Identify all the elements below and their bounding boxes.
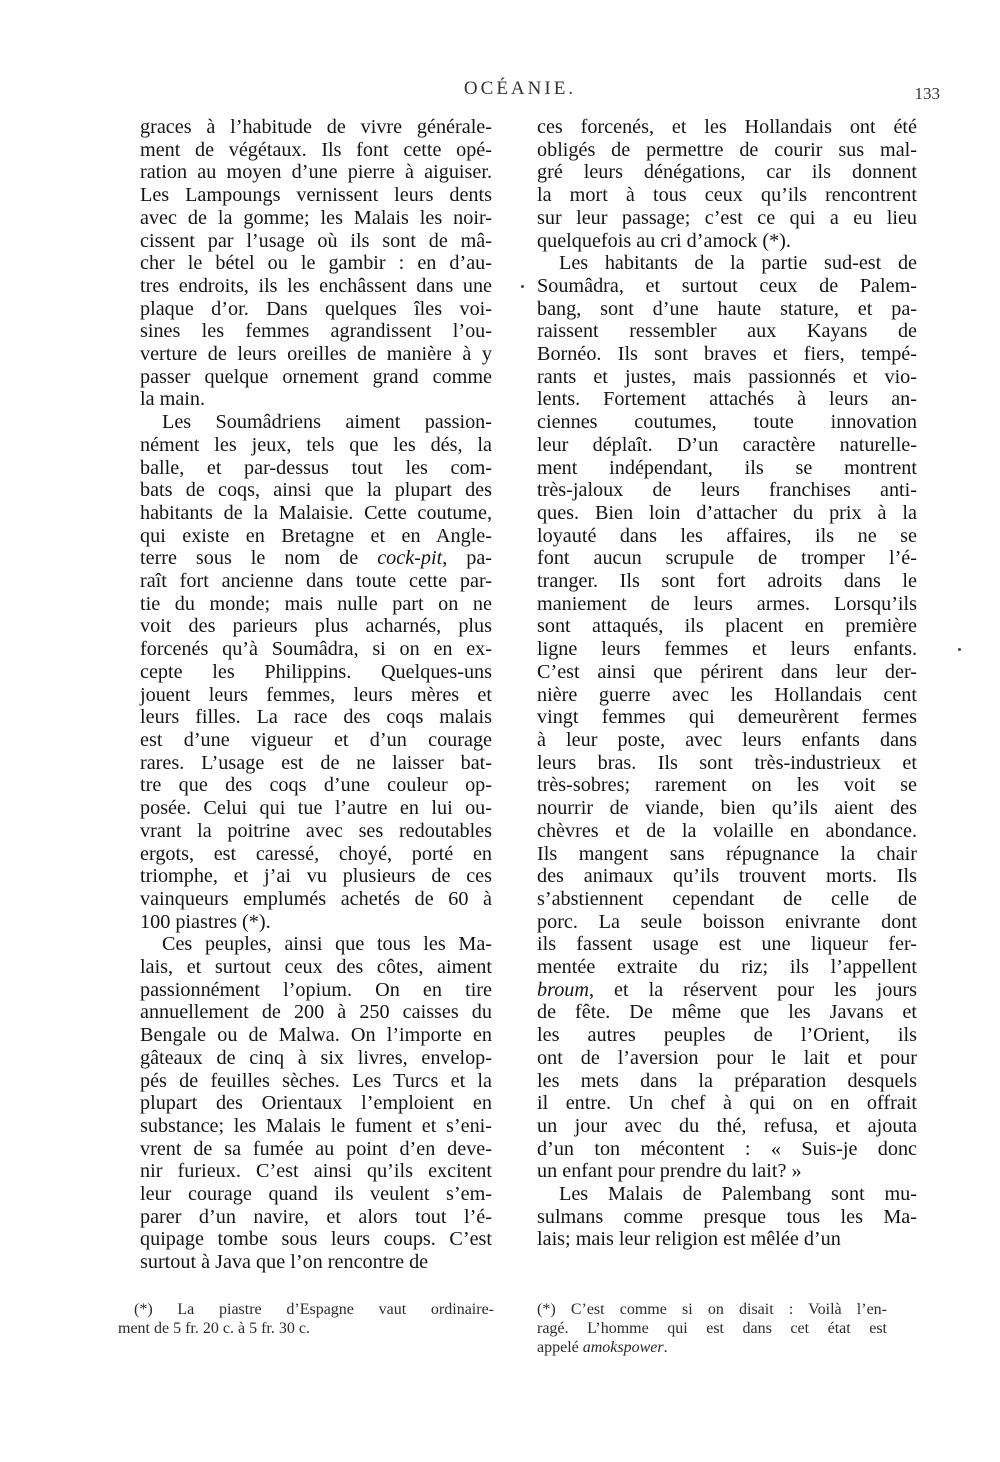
- text-run: surtout à Java que l’on rencontre de: [140, 1251, 429, 1274]
- text-line: [537, 752, 917, 775]
- text-line: [140, 298, 492, 321]
- text-run: leur déplaît. D’un caractère naturelle-: [537, 433, 917, 456]
- text-run: plupart des Orientaux l’emploient en: [140, 1092, 492, 1115]
- text-line: [140, 570, 492, 593]
- text-run: bang, sont d’une haute stature, et pa-: [537, 297, 917, 320]
- text-line: [537, 865, 917, 888]
- text-run: leurs filles. La race des coqs malais: [140, 706, 492, 729]
- text-line: [140, 457, 492, 480]
- text-line: [140, 1160, 492, 1183]
- text-line: [140, 1228, 492, 1251]
- text-run: Les Lampoungs vernissent leurs dents: [140, 184, 492, 207]
- text-line: [537, 457, 917, 480]
- print-speck: [521, 285, 524, 288]
- text-run: voit des parieurs plus acharnés, plus: [140, 615, 492, 638]
- text-line: [140, 661, 492, 684]
- text-line: [537, 1183, 917, 1206]
- text-run: leurs bras. Ils sont très-industrieux et: [537, 751, 917, 774]
- text-line: [140, 1183, 492, 1206]
- text-line: [140, 729, 492, 752]
- text-line: [537, 184, 917, 207]
- text-run: les autres peuples de l’Orient, ils: [537, 1024, 917, 1047]
- text-line: [140, 706, 492, 729]
- text-run: ment de végétaux. Ils font cette opé-: [140, 138, 492, 161]
- text-column-right: [537, 116, 917, 1251]
- text-run: Ils mangent sans répugnance la chair: [537, 842, 917, 865]
- text-run: ont de l’aversion pour le lait et pour: [537, 1046, 917, 1069]
- text-run: 100 piastres (*).: [140, 910, 271, 933]
- text-run: raît fort ancienne dans toute cette par-: [140, 570, 492, 593]
- text-line: [537, 820, 917, 843]
- text-line: [537, 774, 917, 797]
- text-run: la main.: [140, 388, 206, 411]
- text-line: [140, 1092, 492, 1115]
- text-run: la mort à tous ceux qu’ils rencontrent: [537, 184, 917, 207]
- text-line: [140, 956, 492, 979]
- text-line: [140, 1024, 492, 1047]
- text-run: les mets dans la préparation desquels: [537, 1069, 917, 1092]
- text-run: tre que des coqs d’une couleur op-: [140, 774, 492, 797]
- page-number: 133: [914, 84, 940, 103]
- text-line: [140, 888, 492, 911]
- text-line: [537, 343, 917, 366]
- text-line: [140, 116, 492, 139]
- text-line: [537, 116, 917, 139]
- text-line: [537, 411, 917, 434]
- text-line: [537, 933, 917, 956]
- text-run: à leur poste, avec leurs enfants dans: [537, 728, 917, 751]
- text-run: vrant la poitrine avec ses redoutables: [140, 819, 492, 842]
- text-run: gâteaux de cinq à six livres, envelop-: [140, 1046, 492, 1069]
- text-run: maniement de leurs armes. Lorsqu’ils: [537, 592, 917, 615]
- text-line: [140, 933, 492, 956]
- text-line: [537, 593, 917, 616]
- text-line: [537, 434, 917, 457]
- text-run: ces forcenés, et les Hollandais ont été: [537, 116, 917, 138]
- text-run: passionnément l’opium. On en tire: [140, 978, 492, 1001]
- text-line: [537, 1092, 917, 1115]
- text-line: [537, 888, 917, 911]
- text-line: [537, 1138, 917, 1161]
- text-run: vainqueurs emplumés achetés de 60 à: [140, 887, 492, 910]
- text-run: nément les jeux, tels que les dés, la: [140, 433, 492, 456]
- text-line: [140, 388, 492, 411]
- text-run: appelé: [537, 1339, 583, 1356]
- text-run: balle, et par-dessus tout les com-: [140, 456, 492, 479]
- text-run: forcenés qu’à Soumâdra, si on en ex-: [140, 638, 492, 661]
- text-run: ligne leurs femmes et leurs enfants.: [537, 638, 917, 661]
- text-run: d’un ton mécontent : « Suis-je donc: [537, 1137, 917, 1160]
- text-line: [537, 1115, 917, 1138]
- text-run: graces à l’habitude de vivre générale-: [140, 116, 492, 138]
- text-line: [537, 230, 917, 253]
- text-line: [140, 1206, 492, 1229]
- text-run: .: [663, 1339, 668, 1356]
- text-line: [537, 684, 917, 707]
- text-run: avec de la gomme; les Malais les noir-: [140, 206, 492, 229]
- text-line: [140, 1115, 492, 1138]
- text-line: [537, 956, 917, 979]
- text-line: [537, 1319, 887, 1338]
- text-run: lents. Fortement attachés à leurs an-: [537, 388, 917, 411]
- text-run: font aucun scrupule de tromper l’é-: [537, 547, 917, 570]
- text-run: chèvres et de la volaille en abondance.: [537, 819, 917, 842]
- text-run: ment indépendant, ils se montrent: [537, 456, 917, 479]
- text-line: [537, 525, 917, 548]
- text-run: ques. Bien loin d’attacher du prix à la: [537, 501, 917, 524]
- text-line: [118, 1300, 494, 1319]
- text-run: , et la réservent pour les jours: [588, 978, 917, 1001]
- text-line: [140, 184, 492, 207]
- text-run: (*) La piastre d’Espagne vaut ordinaire-: [134, 1301, 494, 1318]
- text-line: [140, 547, 492, 570]
- text-run: ration au moyen d’une pierre à aiguiser.: [140, 161, 492, 184]
- text-line: [537, 161, 917, 184]
- text-line: [537, 1160, 917, 1183]
- text-line: [140, 525, 492, 548]
- text-run: nourrir de viande, bien qu’ils aient des: [537, 797, 917, 820]
- text-run: , pa-: [442, 547, 493, 570]
- text-line: [140, 275, 492, 298]
- text-run: annuellement de 200 à 250 caisses du: [140, 1001, 492, 1024]
- text-run: raissent ressembler aux Kayans de: [537, 320, 917, 343]
- text-line: [537, 547, 917, 570]
- text-line: [537, 1206, 917, 1229]
- text-run: substance; les Malais le fument et s’eni-: [140, 1114, 492, 1137]
- text-line: [140, 252, 492, 275]
- text-line: [537, 1070, 917, 1093]
- text-run: pés de feuilles sèches. Les Turcs et la: [140, 1069, 492, 1092]
- text-run: Soumâdra, et surtout ceux de Palem-: [537, 274, 917, 297]
- text-run: plaque d’or. Dans quelques îles voi-: [140, 297, 492, 320]
- text-line: [537, 502, 917, 525]
- text-run: (*) C’est comme si on disait : Voilà l’en-: [537, 1301, 887, 1318]
- print-speck: [958, 648, 961, 651]
- text-line: [537, 911, 917, 934]
- text-line: [140, 911, 492, 934]
- text-line: [537, 1338, 887, 1357]
- text-line: [140, 843, 492, 866]
- text-line: [537, 479, 917, 502]
- text-line: [537, 843, 917, 866]
- text-run: de fête. De même que les Javans et: [537, 1001, 917, 1024]
- text-line: [140, 161, 492, 184]
- text-line: [537, 661, 917, 684]
- text-line: [140, 593, 492, 616]
- text-run: leur courage quand ils veulent s’em-: [140, 1183, 492, 1206]
- text-run: s’abstiennent cependant de celle de: [537, 887, 917, 910]
- text-run: passer quelque ornement grand comme: [140, 365, 492, 388]
- text-line: [537, 298, 917, 321]
- text-line: [140, 684, 492, 707]
- text-run: verture de leurs oreilles de manière à y: [140, 343, 492, 366]
- text-run: quipage tombe sous leurs coups. C’est: [140, 1228, 492, 1251]
- text-line: [140, 820, 492, 843]
- text-line: [140, 979, 492, 1002]
- text-run: Les Malais de Palembang sont mu-: [559, 1183, 917, 1206]
- text-line: [140, 1001, 492, 1024]
- text-run: bats de coqs, ainsi que la plupart des: [140, 479, 492, 502]
- text-run: ment de 5 fr. 20 c. à 5 fr. 30 c.: [118, 1320, 310, 1337]
- text-line: [140, 230, 492, 253]
- text-run: tranger. Ils sont fort adroits dans le: [537, 570, 917, 593]
- text-line: [140, 1047, 492, 1070]
- text-run: Ces peuples, ainsi que tous les Ma-: [162, 933, 492, 956]
- text-run: ergots, est caressé, choyé, porté en: [140, 842, 492, 865]
- text-line: [537, 252, 917, 275]
- text-run: tie du monde; mais nulle part on ne: [140, 592, 492, 615]
- text-line: [140, 139, 492, 162]
- text-run: ciennes coutumes, toute innovation: [537, 411, 917, 434]
- footnote-right: [537, 1300, 887, 1357]
- text-run: jouent leurs femmes, leurs mères et: [140, 683, 492, 706]
- text-line: [537, 638, 917, 661]
- text-run: lais, et surtout ceux des côtes, aiment: [140, 956, 492, 979]
- text-run: rants et justes, mais passionnés et vio-: [537, 365, 917, 388]
- text-line: [537, 320, 917, 343]
- text-run: tres endroits, ils les enchâssent dans une: [140, 274, 492, 297]
- text-run: porc. La seule boisson enivrante dont: [537, 910, 917, 933]
- text-run: qui existe en Bretagne et en Angle-: [140, 524, 492, 547]
- text-line: [537, 729, 917, 752]
- text-run: sulmans comme presque tous les Ma-: [537, 1205, 917, 1228]
- text-run: rares. L’usage est de ne laisser bat-: [140, 751, 492, 774]
- text-run: ragé. L’homme qui est dans cet état est: [537, 1320, 887, 1337]
- text-run: triomphe, et j’ai vu plusieurs de ces: [140, 865, 492, 888]
- text-line: [140, 320, 492, 343]
- text-line: [537, 366, 917, 389]
- text-line: [140, 343, 492, 366]
- text-line: [140, 615, 492, 638]
- text-run: Les Soumâdriens aiment passion-: [162, 411, 492, 434]
- text-line: [140, 1251, 492, 1274]
- text-run: est d’une vigueur et d’un courage: [140, 728, 492, 751]
- text-run: posée. Celui qui tue l’autre en lui ou-: [140, 797, 492, 820]
- text-run: parer d’un navire, et alors tout l’é-: [140, 1205, 492, 1228]
- footnote-left: [118, 1300, 494, 1338]
- text-run: obligés de permettre de courir sus mal-: [537, 138, 917, 161]
- text-run: un enfant pour prendre du lait? »: [537, 1160, 802, 1183]
- text-line: [537, 797, 917, 820]
- text-run: C’est ainsi que périrent dans leur der-: [537, 660, 917, 683]
- text-run: lais; mais leur religion est mêlée d’un: [537, 1228, 841, 1251]
- text-line: [537, 1047, 917, 1070]
- text-line: [537, 615, 917, 638]
- text-line: [140, 797, 492, 820]
- text-run: quelquefois au cri d’amock (*).: [537, 229, 791, 252]
- text-run: cissent par l’usage où ils sont de mâ-: [140, 229, 492, 252]
- text-run: un jour avec du thé, refusa, et ajouta: [537, 1114, 917, 1137]
- text-line: [140, 774, 492, 797]
- text-line: [140, 207, 492, 230]
- text-line: [537, 1001, 917, 1024]
- text-run: nière guerre avec les Hollandais cent: [537, 683, 917, 706]
- text-line: [140, 502, 492, 525]
- running-head-title: OCÉANIE.: [463, 78, 577, 99]
- text-run: sont attaqués, ils placent en première: [537, 615, 917, 638]
- text-run: sines les femmes agrandissent l’ou-: [140, 320, 492, 343]
- text-run: très-sobres; rarement on les voit se: [537, 774, 917, 797]
- text-run: terre sous le nom de: [140, 547, 378, 570]
- text-run: ils fassent usage est une liqueur fer-: [537, 933, 917, 956]
- italic-term: cock-pit: [377, 547, 443, 570]
- text-run: Les habitants de la partie sud-est de: [559, 252, 917, 275]
- italic-term: broum: [537, 978, 589, 1001]
- text-line: [537, 570, 917, 593]
- text-line: [118, 1319, 494, 1338]
- text-line: [140, 434, 492, 457]
- text-line: [140, 865, 492, 888]
- italic-term: amokspower: [582, 1339, 664, 1356]
- text-line: [537, 275, 917, 298]
- text-run: vrent de sa fumée au point d’en deve-: [140, 1137, 492, 1160]
- text-line: [140, 752, 492, 775]
- text-run: Bengale ou de Malwa. On l’importe en: [140, 1024, 492, 1047]
- text-line: [537, 979, 917, 1002]
- text-line: [537, 706, 917, 729]
- text-line: [537, 388, 917, 411]
- text-line: [140, 411, 492, 434]
- text-run: sur leur passage; c’est ce qui a eu lieu: [537, 206, 917, 229]
- text-line: [140, 1138, 492, 1161]
- text-run: habitants de la Malaisie. Cette coutume,: [140, 501, 492, 524]
- text-line: [140, 1070, 492, 1093]
- text-line: [537, 207, 917, 230]
- text-line: [537, 1300, 887, 1319]
- text-run: nir furieux. C’est ainsi qu’ils excitent: [140, 1160, 492, 1183]
- text-run: cher le bétel ou le gambir : en d’au-: [140, 252, 492, 275]
- text-run: cepte les Philippins. Quelques-uns: [140, 660, 492, 683]
- text-run: mentée extraite du riz; ils l’appellent: [537, 956, 917, 979]
- text-run: Bornéo. Ils sont braves et fiers, tempé-: [537, 343, 917, 366]
- text-run: vingt femmes qui demeurèrent fermes: [537, 706, 917, 729]
- text-line: [140, 366, 492, 389]
- text-run: il entre. Un chef à qui on en offrait: [537, 1092, 917, 1115]
- text-line: [537, 1024, 917, 1047]
- text-line: [140, 479, 492, 502]
- text-run: très-jaloux de leurs franchises anti-: [537, 479, 917, 502]
- text-line: [537, 1228, 917, 1251]
- text-run: loyauté dans les affaires, ils ne se: [537, 524, 917, 547]
- text-line: [537, 139, 917, 162]
- text-run: des animaux qu’ils trouvent morts. Ils: [537, 865, 917, 888]
- text-run: gré leurs dénégations, car ils donnent: [537, 161, 917, 184]
- text-column-left: [140, 116, 492, 1274]
- text-line: [140, 638, 492, 661]
